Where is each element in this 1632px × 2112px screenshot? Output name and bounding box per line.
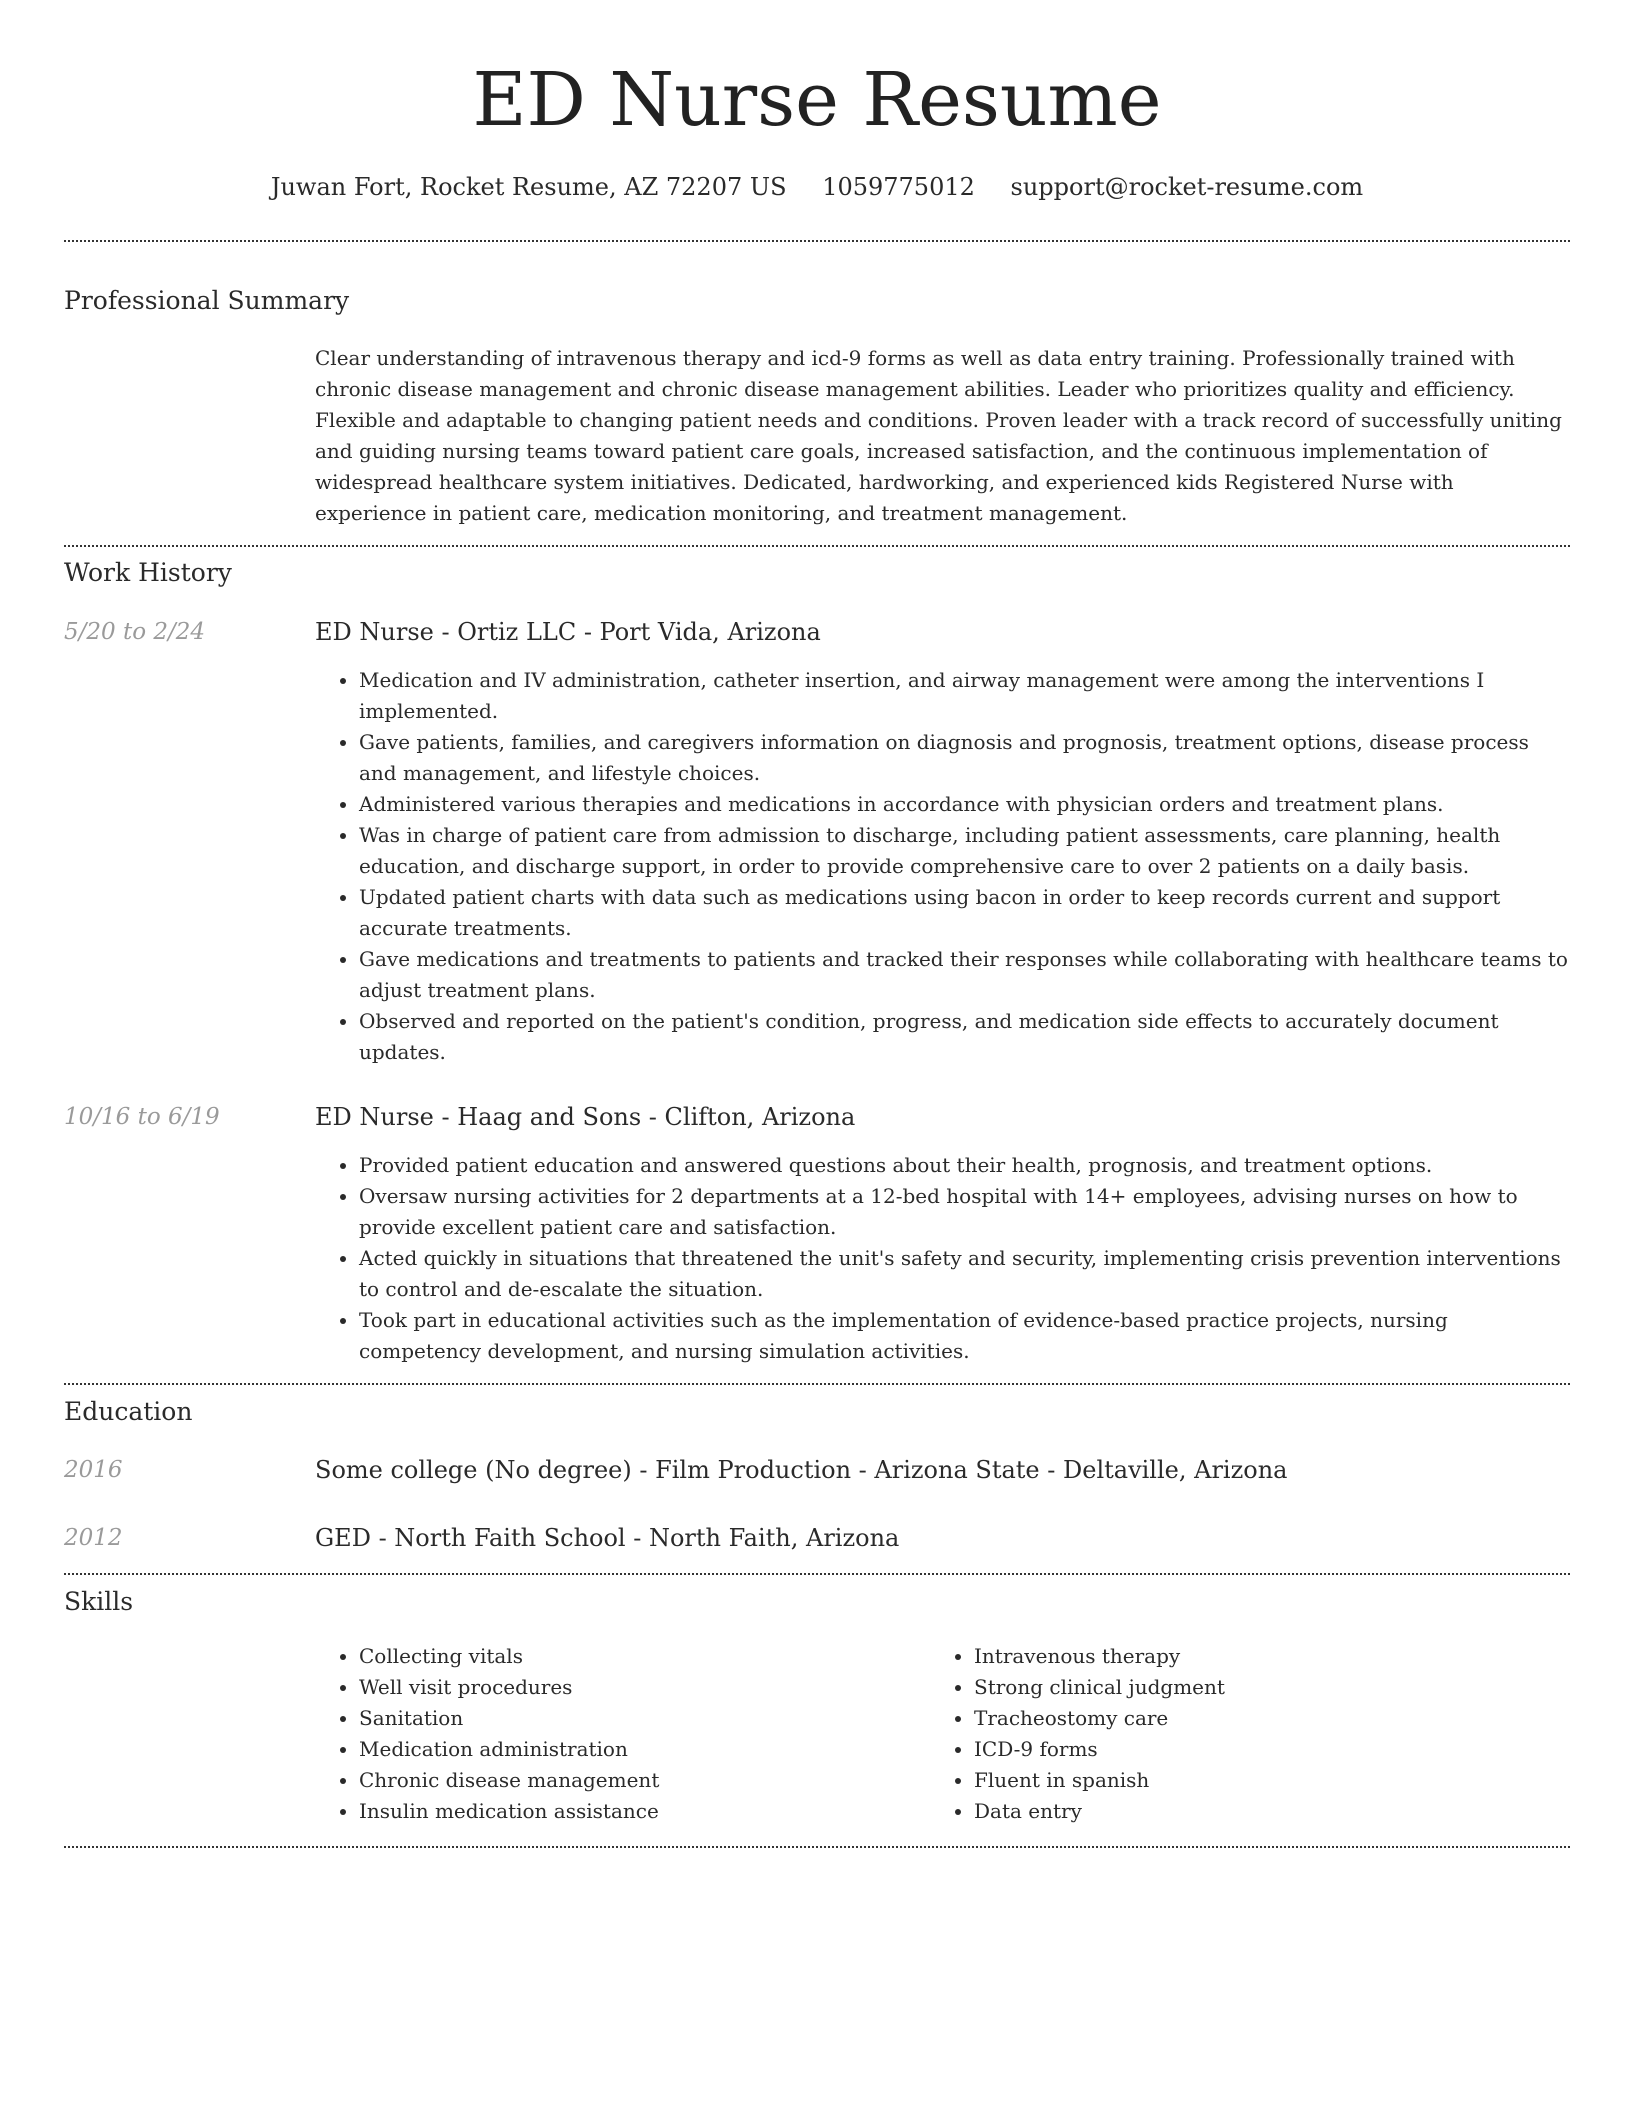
job-bullet: • Oversaw nursing activities for 2 departments at a 12-bed hospital with 14+ employees, advising nurses on how to provide excellent patient care and satisfaction. [359, 1181, 1570, 1243]
section-title-skills: Skills [64, 1587, 134, 1616]
contact-phone: 1059775012 [822, 173, 975, 201]
skill-item: • Tracheostomy care [974, 1703, 1530, 1734]
divider-header [64, 240, 1570, 242]
skill-item: • Collecting vitals [359, 1641, 915, 1672]
divider-education [64, 1573, 1570, 1575]
section-title-summary: Professional Summary [64, 286, 350, 315]
skill-item: • Sanitation [359, 1703, 915, 1734]
job-title: ED Nurse - Haag and Sons - Clifton, Arizona [315, 1103, 856, 1131]
job-bullet: • Acted quickly in situations that threatened the unit's safety and security, implementing crisis prevention interventions to control and de-escalate the situation. [359, 1243, 1570, 1305]
skill-item: • Strong clinical judgment [974, 1672, 1530, 1703]
job-bullet: • Provided patient education and answered questions about their health, prognosis, and treatment options. [359, 1150, 1570, 1181]
job-dates: 10/16 to 6/19 [64, 1104, 220, 1130]
skill-item: • Insulin medication assistance [359, 1796, 915, 1827]
contact-email: support@rocket-resume.com [1010, 173, 1364, 201]
divider-skills [64, 1846, 1570, 1848]
skill-item: • Well visit procedures [359, 1672, 915, 1703]
job-bullet: • Was in charge of patient care from admission to discharge, including patient assessments, care planning, health education, and discharge support, in order to provide comprehensive care to over 2 patients on a daily basis. [359, 820, 1570, 882]
education-entry: Some college (No degree) - Film Production - Arizona State - Deltaville, Arizona [315, 1456, 1288, 1484]
job-bullet: • Updated patient charts with data such as medications using bacon in order to keep records current and support accurate treatments. [359, 882, 1570, 944]
resume-title: ED Nurse Resume [472, 57, 1162, 143]
skills-list-left [315, 1641, 915, 1827]
job-bullets [315, 665, 1570, 1068]
skill-item: • Fluent in spanish [974, 1765, 1530, 1796]
job-dates: 5/20 to 2/24 [64, 619, 206, 645]
skill-item: • Data entry [974, 1796, 1530, 1827]
education-year: 2016 [64, 1457, 123, 1483]
skill-item: • Medication administration [359, 1734, 915, 1765]
skill-item: • Chronic disease management [359, 1765, 915, 1796]
divider-summary [64, 545, 1570, 547]
job-title: ED Nurse - Ortiz LLC - Port Vida, Arizona [315, 618, 821, 646]
divider-work [64, 1383, 1570, 1385]
skills-list-right [930, 1641, 1530, 1827]
skill-item: • Intravenous therapy [974, 1641, 1530, 1672]
section-title-education: Education [64, 1397, 193, 1426]
section-title-work: Work History [64, 558, 232, 587]
skill-item: • ICD-9 forms [974, 1734, 1530, 1765]
job-bullets [315, 1150, 1570, 1367]
contact-address: Juwan Fort, Rocket Resume, AZ 72207 US [270, 173, 787, 201]
job-bullet: • Took part in educational activities such as the implementation of evidence-based practice projects, nursing competency development, and nursing simulation activities. [359, 1305, 1570, 1367]
education-year: 2012 [64, 1525, 123, 1551]
job-bullet: • Administered various therapies and medications in accordance with physician orders and treatment plans. [359, 789, 1570, 820]
contact-line [64, 170, 1570, 204]
education-entry: GED - North Faith School - North Faith, Arizona [315, 1524, 900, 1552]
job-bullet: • Gave medications and treatments to patients and tracked their responses while collaborating with healthcare teams to adjust treatment plans. [359, 944, 1570, 1006]
job-bullet: • Observed and reported on the patient's condition, progress, and medication side effects to accurately document updates. [359, 1006, 1570, 1068]
summary-text: Clear understanding of intravenous therapy and icd-9 forms as well as data entry training. Professionally trained with chronic disease management and chronic disease management abilities. Leader who prioritizes quality and efficiency. Flexible and adaptable to changing patient needs and conditions. Proven leader with a track record of successfully uniting and guiding nursing teams toward patient care goals, increased satisfaction, and the continuous implementation of widespread healthcare system initiatives. Dedicated, hardworking, and experienced kids Registered Nurse with experience in patient care, medication monitoring, and treatment management. [315, 346, 1562, 525]
job-bullet: • Medication and IV administration, catheter insertion, and airway management were among the interventions I implemented. [359, 665, 1570, 727]
job-bullet: • Gave patients, families, and caregivers information on diagnosis and prognosis, treatment options, disease process and management, and lifestyle choices. [359, 727, 1570, 789]
